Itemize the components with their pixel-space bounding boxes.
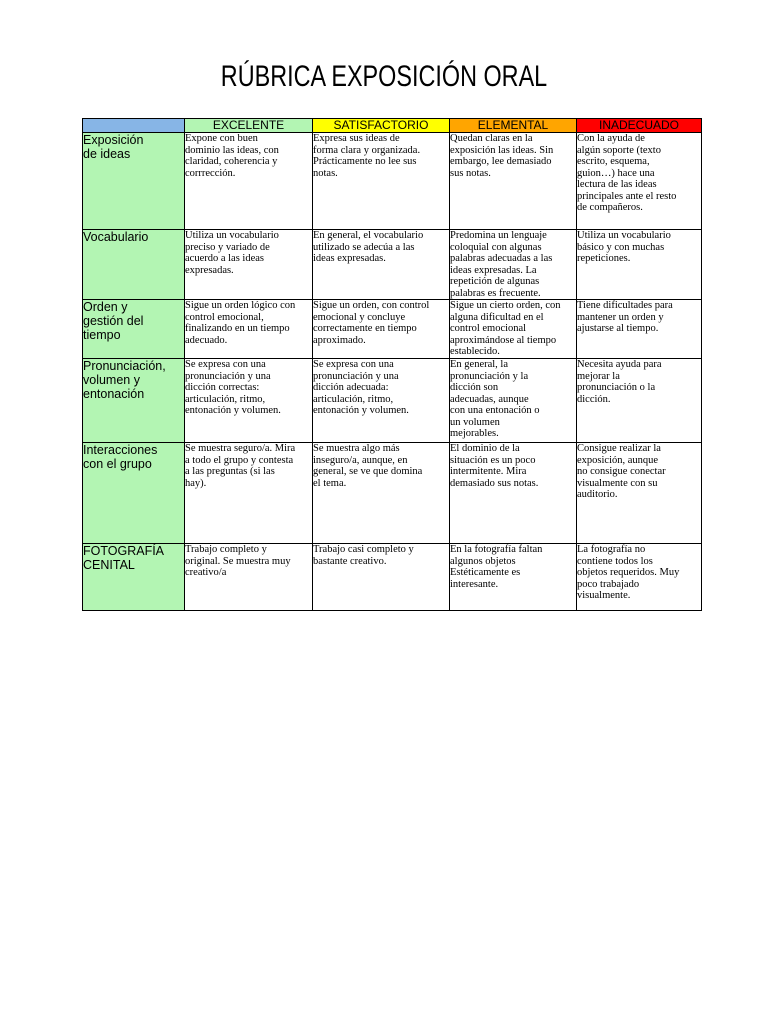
rubric-cell: Sigue un orden, con control emocional y concluye correctamente en tiempo aproximado. <box>313 300 450 359</box>
page-title: RÚBRICA EXPOSICIÓN ORAL <box>220 60 548 93</box>
rubric-cell: Tiene dificultades para mantener un orden y ajustarse al tiempo. <box>577 300 702 359</box>
rubric-cell: Sigue un orden lógico con control emocional, finalizando en un tiempo adecuado. <box>185 300 313 359</box>
criterion-label: Interacciones con el grupo <box>83 443 158 471</box>
rubric-cell: Se expresa con una pronunciación y una dicción correctas: articulación, ritmo, entonación y volumen. <box>185 359 313 443</box>
table-row <box>83 133 702 230</box>
rubric-cell: Trabajo casi completo y bastante creativo. <box>313 544 450 611</box>
rubric-cell: Expone con buen dominio las ideas, con claridad, coherencia y corrrección. <box>185 133 313 230</box>
criterion-cell <box>83 230 185 300</box>
table-row <box>83 359 702 443</box>
criterion-cell <box>83 544 185 611</box>
header-blank <box>83 119 185 133</box>
rubric-cell: Trabajo completo y original. Se muestra muy creativo/a <box>185 544 313 611</box>
header-row <box>83 119 702 133</box>
table-row <box>83 230 702 300</box>
rubric-cell: Sigue un cierto orden, con alguna dificultad en el control emocional aproximándose al tiempo establecido. <box>450 300 577 359</box>
criterion-cell <box>83 443 185 544</box>
rubric-cell: Con la ayuda de algún soporte (texto escrito, esquema, guion…) hace una lectura de las ideas principales ante el resto de compañeros. <box>577 133 702 230</box>
table-row <box>83 300 702 359</box>
criterion-label: FOTOGRAFÍA CENITAL <box>83 544 165 572</box>
header-inadecuado: INADECUADO <box>577 119 702 133</box>
rubric-cell: Necesita ayuda para mejorar la pronunciación o la dicción. <box>577 359 702 443</box>
criterion-label: Orden y gestión del tiempo <box>83 300 144 342</box>
rubric-cell: Se expresa con una pronunciación y una dicción adecuada: articulación, ritmo, entonación y volumen. <box>313 359 450 443</box>
criterion-cell <box>83 133 185 230</box>
rubric-cell: Utiliza un vocabulario preciso y variado de acuerdo a las ideas expresadas. <box>185 230 313 300</box>
rubric-cell: Predomina un lenguaje coloquial con algunas palabras adecuadas a las ideas expresadas. La repetición de algunas palabras es frecuente. <box>450 230 577 300</box>
rubric-cell: En general, la pronunciación y la dicción son adecuadas, aunque con una entonación o un volumen mejorables. <box>450 359 577 443</box>
rubric-cell: Se muestra seguro/a. Mira a todo el grupo y contesta a las preguntas (si las hay). <box>185 443 313 544</box>
rubric-table <box>82 118 702 611</box>
rubric-cell: En general, el vocabulario utilizado se adecúa a las ideas expresadas. <box>313 230 450 300</box>
criterion-label: Exposición de ideas <box>83 133 144 161</box>
rubric-cell: La fotografía no contiene todos los objetos requeridos. Muy poco trabajado visualmente. <box>577 544 702 611</box>
rubric-cell: El dominio de la situación es un poco intermitente. Mira demasiado sus notas. <box>450 443 577 544</box>
criterion-label: Pronunciación, volumen y entonación <box>83 359 166 401</box>
header-excelente: EXCELENTE <box>185 119 313 133</box>
criterion-cell <box>83 359 185 443</box>
header-satisfactorio: SATISFACTORIO <box>313 119 450 133</box>
criterion-label: Vocabulario <box>83 230 149 244</box>
rubric-cell: Expresa sus ideas de forma clara y organizada. Prácticamente no lee sus notas. <box>313 133 450 230</box>
rubric-cell: Quedan claras en la exposición las ideas. Sin embargo, lee demasiado sus notas. <box>450 133 577 230</box>
rubric-cell: En la fotografía faltan algunos objetos Estéticamente es interesante. <box>450 544 577 611</box>
rubric-cell: Se muestra algo más inseguro/a, aunque, en general, se ve que domina el tema. <box>313 443 450 544</box>
criterion-cell <box>83 300 185 359</box>
header-elemental: ELEMENTAL <box>450 119 577 133</box>
rubric-cell: Utiliza un vocabulario básico y con muchas repeticiones. <box>577 230 702 300</box>
table-row <box>83 544 702 611</box>
rubric-cell: Consigue realizar la exposición, aunque no consigue conectar visualmente con su auditorio. <box>577 443 702 544</box>
table-row <box>83 443 702 544</box>
